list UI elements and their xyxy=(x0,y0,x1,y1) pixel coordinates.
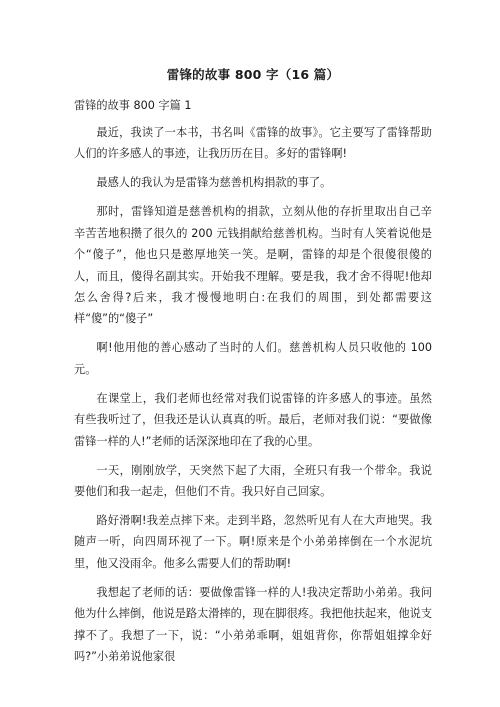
paragraph-5: 在课堂上，我们老师也经常对我们说雷锋的许多感人的事迹。虽然有些我听过了，但我还是认认真真的听。最后，老师对我们说：“要做像雷锋一样的人!”老师的话深深地印在了我的心里。 xyxy=(74,391,432,448)
paragraph-4: 啊!他用他的善心感动了当时的人们。慈善机构人员只收他的 100 元。 xyxy=(74,341,432,376)
section-heading: 雷锋的故事 800 字篇 1 xyxy=(74,99,192,112)
document-title: 雷锋的故事 800 字（16 篇） xyxy=(166,67,340,82)
paragraph-7: 路好滑啊!我差点摔下来。走到半路，忽然听见有人在大声地哭。我随声一听，向四周环视了一下。啊!原来是个小弟弟摔倒在一个水泥坑里，他又没雨伞。他多么需要人们的帮助啊! xyxy=(74,514,432,570)
paragraph-8: 我想起了老师的话：要做像雷锋一样的人!我决定帮助小弟弟。我问他为什么摔倒，他说是路太滑摔的，现在脚很疼。我把他扶起来，他说支撑不了。我想了一下，说：“小弟弟乖啊，姐姐背你，你帮姐姐撑伞好吗?”小弟弟说他家很 xyxy=(74,585,433,664)
paragraph-6: 一天，刚刚放学，天突然下起了大雨，全班只有我一个带伞。我说要他们和我一起走，但他们不肯。我只好自己回家。 xyxy=(74,463,432,499)
paragraph-1: 最近，我读了一本书，书名叫《雷锋的故事》。它主要写了雷锋帮助人们的许多感人的事迹，让我历历在目。多好的雷锋啊! xyxy=(74,126,432,161)
paragraph-2: 最感人的我认为是雷锋为慈善机构捐款的事了。 xyxy=(96,176,332,190)
paragraph-3: 那时，雷锋知道是慈善机构的捐款，立刻从他的存折里取出自己辛辛苦苦地积攒了很久的 200 元钱捐献给慈善机构。当时有人笑着说他是个“傻子”，他也只是憨厚地笑一笑。是啊，雷锋的却是个很傻很傻的人，而且，傻得名副其实。开始我不理解。要是我，我才舍不得呢!他却怎么舍得?后来，我才慢慢地明白:在我们的周围，到处都需要这样“傻”的“傻子” xyxy=(74,205,432,326)
